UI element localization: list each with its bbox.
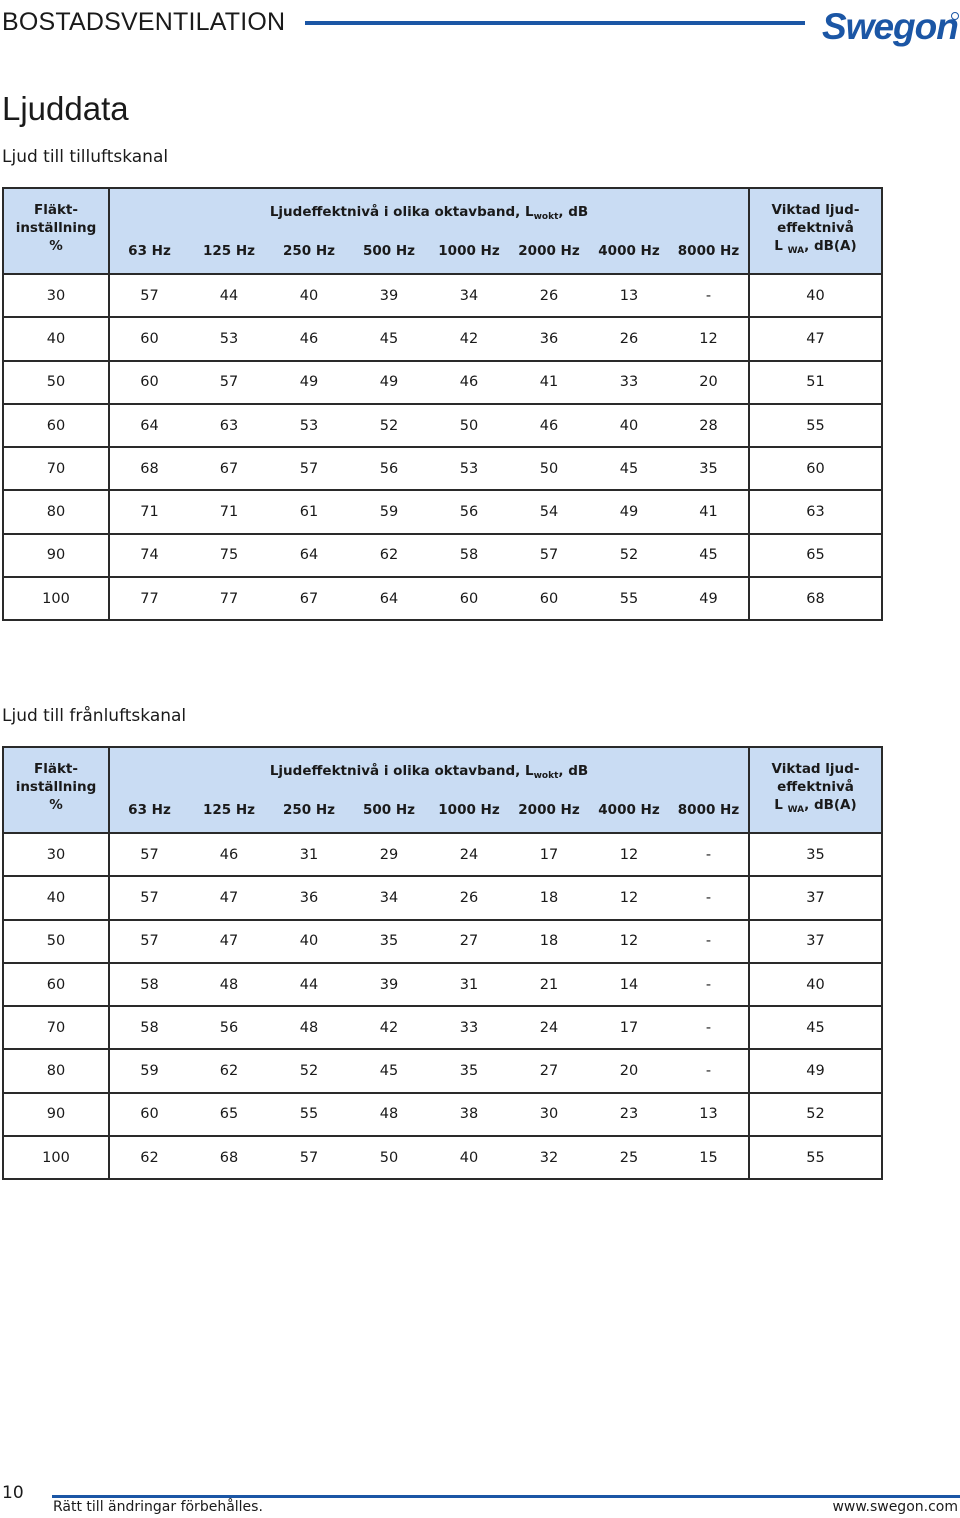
table-row [3,833,882,876]
table-cell: 41 [669,490,749,533]
table-cell: 56 [189,1006,269,1049]
table-row [3,963,882,1006]
header-rule [305,21,805,25]
table-row [3,490,882,533]
table-cell: 49 [669,577,749,620]
table-cell: 42 [429,317,509,360]
table-cell: 62 [109,1136,189,1179]
table-cell: 33 [429,1006,509,1049]
table-cell: - [669,274,749,317]
table-cell: 57 [109,833,189,876]
table-cell: 37 [749,920,882,963]
table-cell: 60 [509,577,589,620]
table-cell: 46 [189,833,269,876]
table-cell: 40 [269,274,349,317]
table-cell: 50 [349,1136,429,1179]
table-cell: 34 [429,274,509,317]
exhaust-section-title: Ljud till frånluftskanal [2,706,187,726]
footer-url: www.swegon.com [832,1499,958,1515]
table-cell: 48 [349,1093,429,1136]
table-cell: 70 [3,1006,109,1049]
table-cell: 44 [269,963,349,1006]
table-cell: 24 [429,833,509,876]
table-cell: 17 [589,1006,669,1049]
table-cell: 77 [109,577,189,620]
exhaust-table-body [3,833,882,1179]
table-cell: 47 [189,920,269,963]
table-cell: 54 [509,490,589,533]
table-cell: 13 [669,1093,749,1136]
table-cell: 39 [349,274,429,317]
table-cell: 59 [349,490,429,533]
table-cell: 40 [429,1136,509,1179]
band-header: 8000 Hz [669,791,749,833]
table-cell: 30 [3,274,109,317]
table-cell: 59 [109,1049,189,1092]
band-header: 500 Hz [349,232,429,274]
table-row [3,920,882,963]
table-row [3,361,882,404]
table-cell: 68 [109,447,189,490]
table-cell: 55 [269,1093,349,1136]
table-cell: 31 [429,963,509,1006]
band-header: 1000 Hz [429,791,509,833]
table-cell: 35 [349,920,429,963]
table-cell: 53 [189,317,269,360]
table-cell: 67 [269,577,349,620]
table-cell: 49 [269,361,349,404]
table-cell: - [669,876,749,919]
table-cell: 74 [109,534,189,577]
swegon-logo [818,2,960,48]
table-cell: 77 [189,577,269,620]
table-cell: 53 [269,404,349,447]
table-cell: 26 [509,274,589,317]
table-cell: 50 [3,361,109,404]
table-cell: 38 [429,1093,509,1136]
table-cell: 65 [749,534,882,577]
table-cell: 100 [3,1136,109,1179]
table-cell: 25 [589,1136,669,1179]
table-cell: 57 [269,1136,349,1179]
table-row [3,577,882,620]
band-header: 2000 Hz [509,791,589,833]
table-cell: 17 [509,833,589,876]
band-header: 4000 Hz [589,791,669,833]
table-cell: 14 [589,963,669,1006]
weighted-header: Viktad ljud- effektnivå L $_{WA}$, dB(A) [749,747,882,833]
table-cell: 100 [3,577,109,620]
band-group-header: Ljudeffektnivå i olika oktavband, $L_{wokt}$, dB [109,188,749,232]
table-row [3,404,882,447]
table-cell: 45 [669,534,749,577]
table-cell: 12 [669,317,749,360]
table-cell: 40 [269,920,349,963]
setting-header: Fläkt- inställning % [3,188,109,274]
table-cell: 12 [589,920,669,963]
table-cell: 68 [749,577,882,620]
table-cell: 51 [749,361,882,404]
table-cell: 37 [749,876,882,919]
supply-sound-table [2,187,883,621]
table-cell: 57 [509,534,589,577]
table-row [3,447,882,490]
table-cell: 71 [109,490,189,533]
table-cell: 40 [3,876,109,919]
table-cell: 90 [3,1093,109,1136]
table-cell: 41 [509,361,589,404]
table-cell: 26 [589,317,669,360]
band-header: 1000 Hz [429,232,509,274]
table-cell: 18 [509,920,589,963]
table-cell: 46 [269,317,349,360]
table-cell: 55 [749,1136,882,1179]
table-cell: 45 [349,317,429,360]
table-cell: - [669,833,749,876]
table-cell: 30 [509,1093,589,1136]
band-header: 125 Hz [189,232,269,274]
band-header: 8000 Hz [669,232,749,274]
table-cell: 49 [749,1049,882,1092]
table-row [3,1136,882,1179]
table-cell: 64 [109,404,189,447]
table-cell: 39 [349,963,429,1006]
supply-section-title: Ljud till tilluftskanal [2,147,169,167]
table-cell: 36 [509,317,589,360]
table-cell: 58 [109,963,189,1006]
logo-wordmark: Swegon [822,6,958,47]
table-cell: 60 [3,404,109,447]
table-cell: 12 [589,876,669,919]
table-cell: 67 [189,447,269,490]
table-cell: 35 [429,1049,509,1092]
table-cell: 20 [589,1049,669,1092]
table-cell: 42 [349,1006,429,1049]
table-cell: 49 [349,361,429,404]
table-cell: 50 [509,447,589,490]
band-header: 2000 Hz [509,232,589,274]
table-cell: 45 [349,1049,429,1092]
table-cell: 46 [429,361,509,404]
table-cell: 58 [429,534,509,577]
table-cell: 45 [589,447,669,490]
table-cell: - [669,1049,749,1092]
table-row [3,274,882,317]
table-cell: 58 [109,1006,189,1049]
table-cell: 60 [109,317,189,360]
table-cell: 40 [589,404,669,447]
table-cell: - [669,920,749,963]
table-cell: - [669,963,749,1006]
setting-header: Fläkt- inställning % [3,747,109,833]
band-header: 63 Hz [109,232,189,274]
table-cell: 13 [589,274,669,317]
table-cell: - [669,1006,749,1049]
table-cell: 62 [349,534,429,577]
table-cell: 30 [3,833,109,876]
table-row [3,317,882,360]
table-cell: 64 [269,534,349,577]
table-cell: 26 [429,876,509,919]
table-cell: 62 [189,1049,269,1092]
table-cell: 61 [269,490,349,533]
table-cell: 40 [749,274,882,317]
table-cell: 31 [269,833,349,876]
table-cell: 40 [3,317,109,360]
table-cell: 56 [349,447,429,490]
table-cell: 57 [109,876,189,919]
page-number: 10 [2,1483,24,1503]
table-cell: 49 [589,490,669,533]
page-title: Ljuddata [2,90,129,127]
table-cell: 63 [749,490,882,533]
table-cell: 46 [509,404,589,447]
table-row [3,1049,882,1092]
table-cell: 52 [349,404,429,447]
table-cell: 60 [109,1093,189,1136]
table-cell: 55 [589,577,669,620]
table-cell: 24 [509,1006,589,1049]
table-cell: 45 [749,1006,882,1049]
exhaust-sound-table [2,746,883,1180]
table-cell: 34 [349,876,429,919]
table-cell: 48 [189,963,269,1006]
table-cell: 47 [189,876,269,919]
table-cell: 60 [3,963,109,1006]
table-cell: 80 [3,490,109,533]
table-cell: 48 [269,1006,349,1049]
table-cell: 35 [669,447,749,490]
table-cell: 20 [669,361,749,404]
table-cell: 32 [509,1136,589,1179]
table-row [3,876,882,919]
band-header: 63 Hz [109,791,189,833]
table-cell: 36 [269,876,349,919]
table-cell: 47 [749,317,882,360]
table-cell: 55 [749,404,882,447]
table-cell: 53 [429,447,509,490]
table-cell: 60 [109,361,189,404]
table-cell: 75 [189,534,269,577]
table-cell: 44 [189,274,269,317]
table-cell: 80 [3,1049,109,1092]
table-cell: 21 [509,963,589,1006]
table-cell: 15 [669,1136,749,1179]
table-cell: 12 [589,833,669,876]
table-cell: 60 [749,447,882,490]
footer-rule [52,1495,960,1498]
table-cell: 52 [589,534,669,577]
table-cell: 90 [3,534,109,577]
table-cell: 40 [749,963,882,1006]
footer-note: Rätt till ändringar förbehålles. [53,1499,263,1515]
table-cell: 70 [3,447,109,490]
table-cell: 35 [749,833,882,876]
table-cell: 68 [189,1136,269,1179]
table-cell: 65 [189,1093,269,1136]
table-cell: 57 [109,920,189,963]
table-cell: 27 [429,920,509,963]
band-header: 500 Hz [349,791,429,833]
band-header: 250 Hz [269,232,349,274]
table-row [3,1006,882,1049]
band-header: 250 Hz [269,791,349,833]
table-cell: 50 [3,920,109,963]
table-cell: 28 [669,404,749,447]
table-cell: 18 [509,876,589,919]
table-cell: 57 [269,447,349,490]
table-cell: 29 [349,833,429,876]
table-cell: 63 [189,404,269,447]
table-cell: 27 [509,1049,589,1092]
weighted-header: Viktad ljud- effektnivå L $_{WA}$, dB(A) [749,188,882,274]
band-header: 125 Hz [189,791,269,833]
table-cell: 52 [269,1049,349,1092]
table-cell: 60 [429,577,509,620]
table-cell: 64 [349,577,429,620]
table-cell: 57 [109,274,189,317]
table-row [3,534,882,577]
header-title: BOSTADSVENTILATION [2,8,286,36]
table-row [3,1093,882,1136]
table-cell: 33 [589,361,669,404]
table-cell: 57 [189,361,269,404]
band-group-header: Ljudeffektnivå i olika oktavband, $L_{wokt}$, dB [109,747,749,791]
table-cell: 56 [429,490,509,533]
table-cell: 52 [749,1093,882,1136]
band-header: 4000 Hz [589,232,669,274]
supply-table-body [3,274,882,620]
table-cell: 50 [429,404,509,447]
table-cell: 71 [189,490,269,533]
table-cell: 23 [589,1093,669,1136]
